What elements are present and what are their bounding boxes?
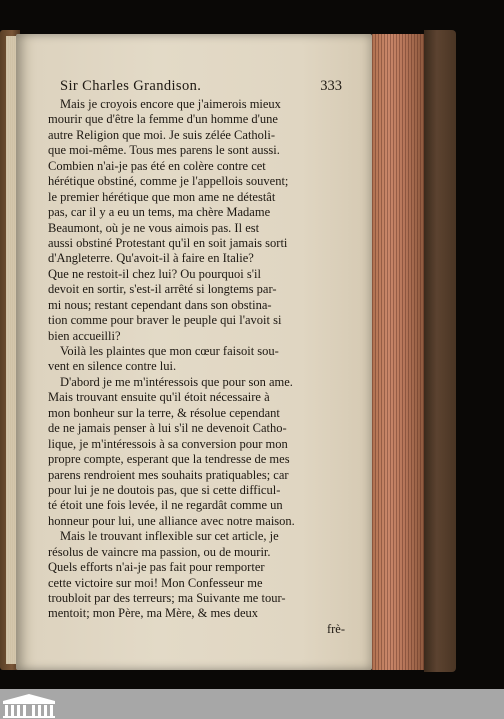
text-line: D'abord je me m'intéressois que pour son ame. bbox=[60, 374, 293, 389]
footer-bar bbox=[0, 689, 504, 719]
text-line: lique, je m'intéressois à sa conversion pour mon bbox=[48, 436, 288, 451]
text-line: Mais trouvant ensuite qu'il étoit nécessaire à bbox=[48, 390, 270, 405]
text-line: mi nous; restant cependant dans son obstina- bbox=[48, 297, 272, 312]
text-line: té étoit une fois levée, il ne regardât comme un bbox=[48, 498, 283, 513]
text-line: aussi obstiné Protestant qu'il en soit jamais sorti bbox=[48, 235, 288, 250]
page-number: 333 bbox=[320, 78, 342, 94]
text-line: Voilà les plaintes que mon cœur faisoit sou- bbox=[60, 344, 279, 358]
text-line: Mais je croyois encore que j'aimerois mieux bbox=[60, 97, 281, 111]
text-line: devoit en sortir, s'est-il arrêté si longtems par- bbox=[48, 282, 277, 297]
text-line: Quels efforts n'ai-je pas fait pour remporter bbox=[48, 560, 265, 575]
text-line: parens rendroient mes souhaits pratiquables; car bbox=[48, 467, 289, 482]
text-line: bien accueilli? bbox=[48, 328, 121, 343]
text-line: mentoit; mon Père, ma Mère, & mes deux bbox=[48, 606, 259, 621]
text-line: cette victoire sur moi! Mon Confesseur me bbox=[48, 575, 263, 590]
page-header bbox=[60, 78, 342, 98]
text-line: vent en silence contre lui. bbox=[48, 359, 177, 374]
text-line: tion comme pour braver le peuple qui l'avoit si bbox=[48, 313, 282, 328]
page-fore-edge bbox=[372, 34, 424, 670]
running-title: Sir Charles Grandison. bbox=[60, 78, 202, 94]
text-line: Que ne restoit-il chez lui? Ou pourquoi s'il bbox=[48, 266, 261, 281]
text-line: autre Religion que moi. Je suis zélée Catholi- bbox=[48, 127, 276, 142]
text-line: résolus de vaincre ma passion, ou de mourir. bbox=[48, 544, 271, 559]
library-building-icon bbox=[0, 691, 58, 719]
text-line: que moi-même. Tous mes parens le sont aussi. bbox=[48, 143, 280, 158]
catchword: frè- bbox=[326, 621, 345, 636]
text-line: Combien n'ai-je pas été en colère contre cet bbox=[48, 158, 266, 173]
text-line: propre compte, esperant que la tendresse de mes bbox=[48, 452, 290, 467]
text-line: d'Angleterre. Qu'avoit-il à faire en Italie? bbox=[48, 251, 254, 266]
body-text bbox=[48, 97, 345, 637]
text-line: Beaumont, où je ne vous aimois pas. Il est bbox=[48, 220, 260, 235]
text-line: mourir que d'être la femme d'un homme d'une bbox=[48, 112, 278, 127]
text-line: le premier hérétique que mon ame ne détestât bbox=[48, 189, 276, 204]
text-line: hérétique obstiné, comme je l'appellois souvent; bbox=[48, 174, 289, 189]
text-line: pas, car il y a eu un tems, ma chère Madame bbox=[48, 205, 271, 220]
text-line: mon bonheur sur la terre, & résolue cependant bbox=[48, 405, 280, 420]
text-line: pour lui je ne doutois pas, que si cette difficul- bbox=[48, 482, 281, 497]
text-line: Mais le trouvant inflexible sur cet article, je bbox=[60, 529, 279, 544]
text-line: de ne jamais penser à lui s'il ne devenoit Catho- bbox=[48, 421, 287, 436]
text-line: troubloit par des terreurs; ma Suivante me tour- bbox=[48, 591, 286, 605]
text-line: honneur pour lui, une alliance avec notre maison. bbox=[48, 513, 295, 528]
right-cover bbox=[424, 30, 456, 672]
